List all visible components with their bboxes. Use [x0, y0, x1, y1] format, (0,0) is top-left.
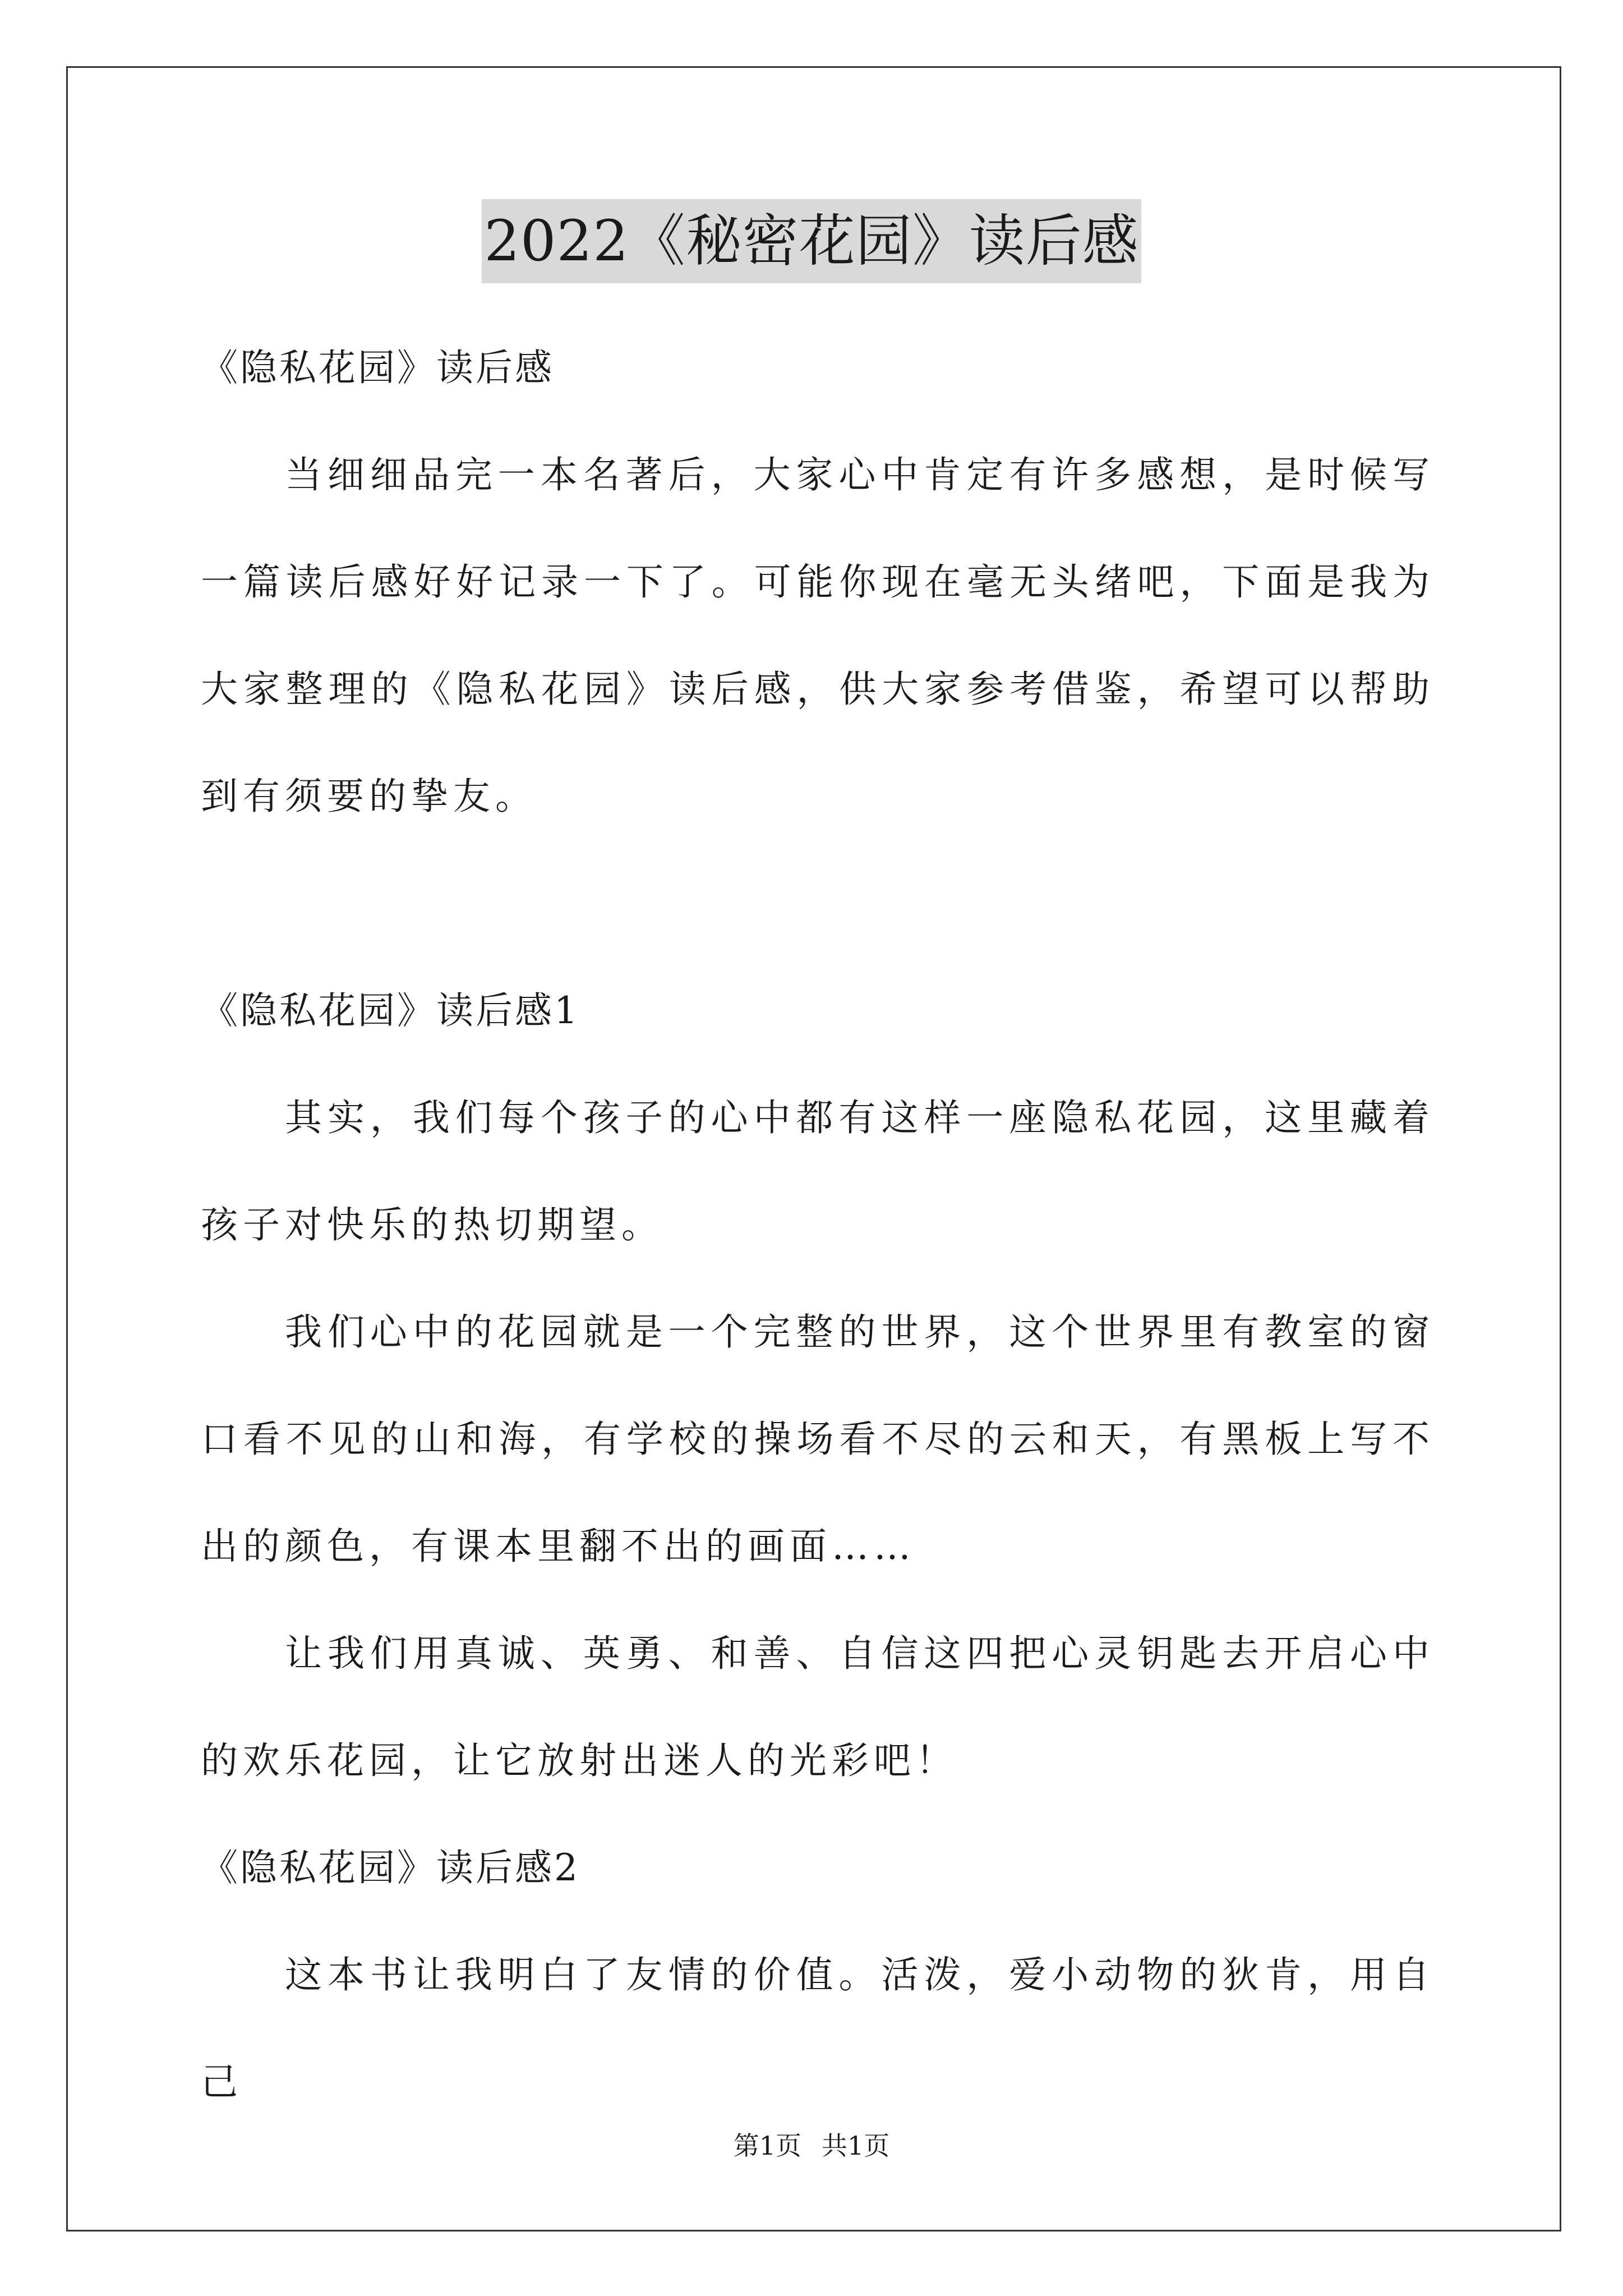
section-heading-2: 《隐私花园》读后感2: [201, 1846, 580, 1889]
paragraph-intro: 当细细品完一本名著后，大家心中肯定有许多感想，是时候写一篇读后感好好记录一下了。可能你现在毫无头绪吧，下面是我为大家整理的《隐私花园》读后感，供大家参考借鉴，希望可以帮助到有须要的挚友。: [201, 453, 1435, 818]
page-footer: [0, 2129, 1623, 2162]
paragraph-2a: 这本书让我明白了友情的价值。活泼，爱小动物的狄肯，用自己: [201, 1953, 1435, 2104]
page-number-current: 第1页: [733, 2131, 801, 2161]
paragraph-1c: 让我们用真诚、英勇、和善、自信这四把心灵钥匙去开启心中的欢乐花园，让它放射出迷人的光彩吧！: [201, 1632, 1435, 1782]
page-number-total: 共1页: [822, 2131, 890, 2161]
document-title: 2022《秘密花园》读后感: [482, 199, 1141, 283]
blank-line: [201, 850, 1435, 957]
section-heading-1: 《隐私花园》读后感1: [201, 989, 580, 1032]
document-body: [201, 314, 1435, 2136]
section-heading-intro: 《隐私花园》读后感: [201, 346, 554, 389]
paragraph-1b: 我们心中的花园就是一个完整的世界，这个世界里有教室的窗口看不见的山和海，有学校的操场看不尽的云和天，有黑板上写不出的颜色，有课本里翻不出的画面……: [201, 1310, 1435, 1568]
paragraph-1a: 其实，我们每个孩子的心中都有这样一座隐私花园，这里藏着孩子对快乐的热切期望。: [201, 1096, 1435, 1246]
title-container: [0, 199, 1623, 283]
